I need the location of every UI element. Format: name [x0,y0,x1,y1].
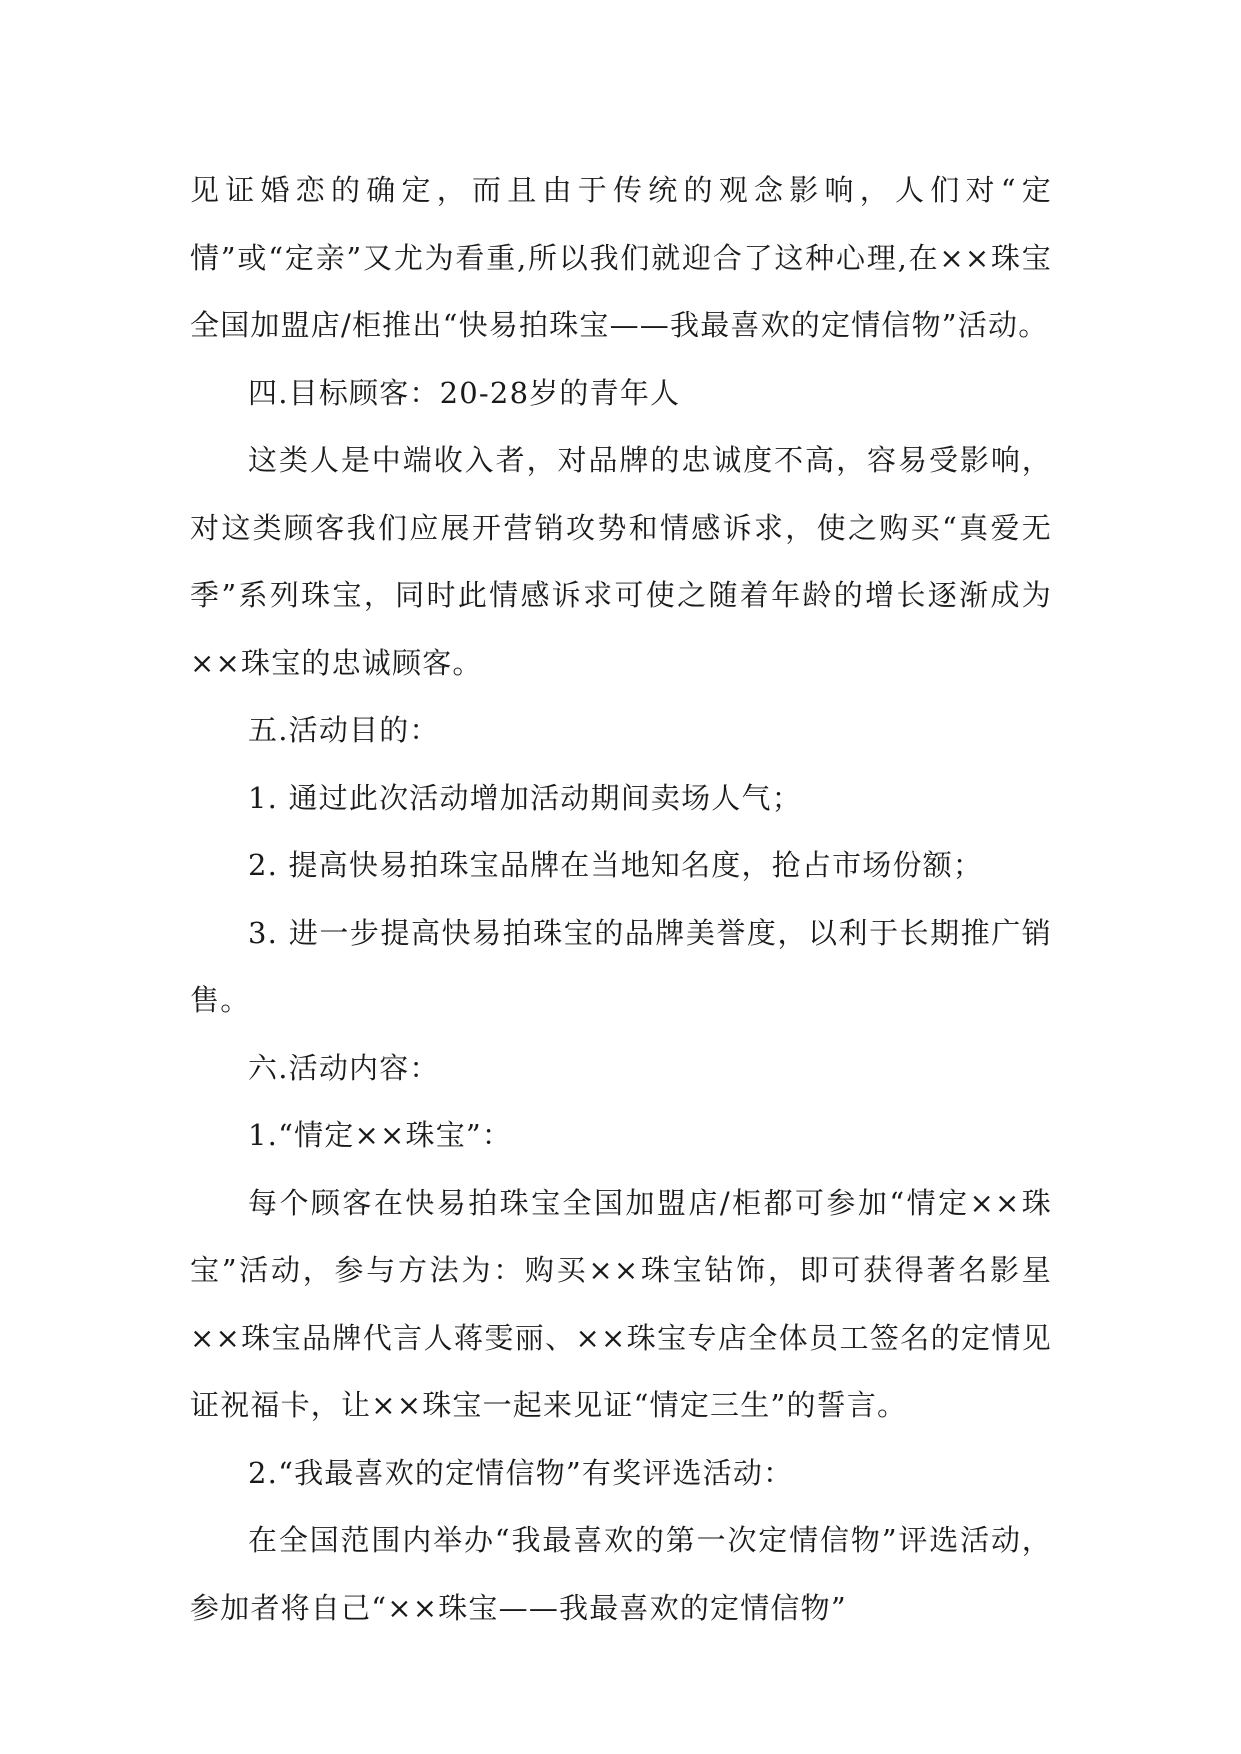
list-item-goal-2: 2. 提高快易拍珠宝品牌在当地知名度，抢占市场份额； [248,848,984,882]
paragraph-target-customers: 这类人是中端收入者，对品牌的忠诚度不高，容易受影响，对这类顾客我们应展开营销攻势和情感诉求，使之购买“真爱无季”系列珠宝，同时此情感诉求可使之随着年龄的增长逐渐成为××珠宝的忠诚顾客。 [190,443,1052,680]
heading-activity-content: 六.活动内容： [248,1050,440,1085]
paragraph-activity-2: 在全国范围内举办“我最喜欢的第一次定情信物”评选活动，参加者将自己“××珠宝——我最喜欢的定情信物” [190,1523,1052,1625]
subheading-activity-2: 2.“我最喜欢的定情信物”有奖评选活动： [248,1455,794,1490]
paragraph-intro-continued: 见证婚恋的确定，而且由于传统的观念影响，人们对“定情”或“定亲”又尤为看重,所以我们就迎合了这种心理,在××珠宝全国加盟店/柜推出“快易拍珠宝——我最喜欢的定情信物”活动。 [190,173,1052,342]
subheading-activity-1: 1.“情定××珠宝”： [248,1118,513,1152]
heading-target-customers: 四.目标顾客：20-28岁的青年人 [248,375,681,410]
paragraph-activity-1: 每个顾客在快易拍珠宝全国加盟店/柜都可参加“情定××珠宝”活动，参与方法为：购买××珠宝钻饰，即可获得著名影星××珠宝品牌代言人蒋雯丽、××珠宝专店全体员工签名的定情见证祝福卡，让××珠宝一起来见证“情定三生”的誓言。 [190,1185,1052,1422]
heading-activity-goals: 五.活动目的： [248,713,440,747]
list-item-goal-1: 1. 通过此次活动增加活动期间卖场人气； [248,780,802,815]
document-body [190,157,1052,1642]
list-item-goal-3: 3. 进一步提高快易拍珠宝的品牌美誉度，以利于长期推广销售。 [190,915,1052,1017]
